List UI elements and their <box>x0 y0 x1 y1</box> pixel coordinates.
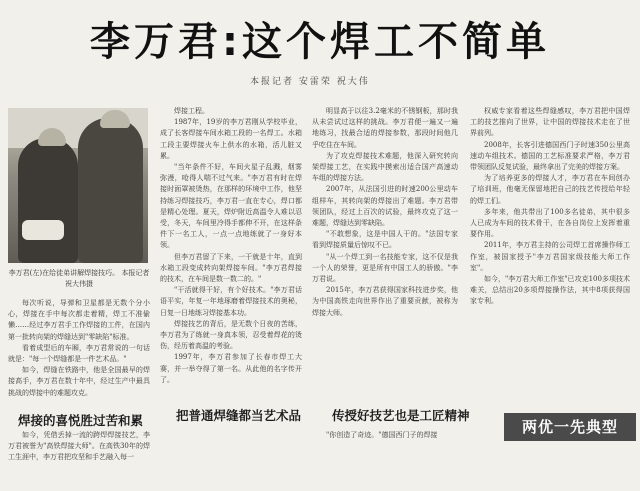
paragraph: 为了攻克焊接技术难题，他深入研究转向架焊接工艺，在实践中摸索出适合国产高速动车组的焊接方法。 <box>312 151 458 183</box>
paragraph: 1997年，李万君参加了长春市焊工大赛，并一举夺得了第一名。从此他的名字传开了。 <box>160 353 302 384</box>
paragraph: 焊接工程。 <box>174 107 209 115</box>
paragraph: 多年来，他共带出了100多名徒弟，其中很多人已成为车间的技术骨干，在各自岗位上发挥着重要作用。 <box>470 207 630 239</box>
news-photo <box>8 108 148 263</box>
paragraph: "不敢想象，这是中国人干的。"法国专家看到焊接质量后惊叹不已。 <box>312 230 458 250</box>
photo-worker-left <box>18 138 78 263</box>
paragraph: 2015年，李万君获得国家科技进步奖，他为中国高铁走向世界作出了重要贡献，被称为焊接大师。 <box>312 286 458 317</box>
photo-glove <box>22 220 64 240</box>
subhead-1: 焊接的喜悦胜过苦和累 <box>18 413 144 428</box>
paragraph: 如今，凭借丢掉一流的跨焊焊接技艺，李万君被誉为"高铁焊接大师"。在高铁30年的焊工生涯中，李万君把攻坚和手艺融入每一 <box>8 431 150 462</box>
paragraph: 为了培养更多的焊接人才，李万君在车间创办了培训班，他毫无保留地把自己的技艺传授给年轻的焊工们。 <box>470 174 630 205</box>
paragraph: 2011年，李万君主持的公司焊工首席操作师工作室，被国家授予"李万君国家级技能大师工作室"。 <box>470 241 630 272</box>
paragraph: 每次听说，导弹和卫星都是无数个分小心，焊接在手中每次都走着精，焊工不准偷懒……经过李万君手工作焊接的工件，在国内第一批转向架的焊缝达到"零缺陷"标准。 <box>8 299 150 341</box>
paragraph: 焊接技艺的背后，是无数个日夜的苦练，李万君为了练就一身真本领，忍受着焊花的烫伤，经历着高温的考验。 <box>160 319 302 351</box>
paragraph: 如今，焊缝在铁路中，他是全国最早的焊接高手，李万君在数十年中，经过生产中最具挑战的焊接中的难题攻克。 <box>8 366 150 397</box>
paragraph: 1987年，19岁的李万君刚从学校毕业，成了长客焊接车间水箱工段的一名焊工。水箱工段主要焊接火车上供水的水箱，活儿脏又累。 <box>160 118 302 160</box>
paragraph: "当年条件不好，车间火星子乱溅，烟雾弥漫，呛得人喘不过气来。"李万君有时在焊接时面罩被烫热，在那样的环境中工作，他坚持练习焊接技巧，李万君一直在专心，焊口都是精心处理。夏天，焊炉附近高温令人难以忍受，冬天，车间里冷得手都伸不开，在这样条件下一名工人，一点一点地练就了一身好本领。 <box>160 163 302 250</box>
paragraph: 看着成型后的车厢，李万君常说的一句话就是："每一个焊缝都是一件艺术品。" <box>8 343 150 364</box>
column-1 <box>8 298 150 406</box>
subhead-3: 传授好技艺也是工匠精神 <box>332 408 470 423</box>
paragraph: 如今，"李万君大师工作室"已攻克100多项技术难关，总结出20多项焊接操作法，其中8项获得国家专利。 <box>470 275 630 306</box>
byline: 本报记者 安雷荣 祝大伟 <box>250 77 370 87</box>
paragraph: 权威专家看着这些焊缝感叹，李万君把中国焊工的技艺推向了世界，让中国的焊接技术走在了世界前列。 <box>470 107 630 138</box>
paragraph: 2008年，长客引进德国西门子时速350公里高速动车组技术。德国的工艺标准要求严格，李万君带领团队反复试验，最终拿出了完美的焊接方案。 <box>470 140 630 172</box>
paragraph: "从一个焊工到一名技能专家，这不仅是我一个人的荣誉，更是所有中国工人的骄傲。"李万君说。 <box>312 252 458 284</box>
paragraph: 2007年，从法国引进的时速200公里动车组样车，其转向架的焊接出了难题。李万君带领团队，经过上百次的试验，最终攻克了这一难题，焊缝达到零缺陷。 <box>312 185 458 228</box>
photo-caption: 李万君(左)在给徒弟讲解焊接技巧。 本报记者 祝大伟摄 <box>8 269 150 288</box>
paragraph: 明显高于以往3.2毫米的不锈钢板，那时我从未尝试过这样的挑战。李万君便一遍又一遍地练习，找最合适的焊接参数，那段时间他几乎吃住在车间。 <box>312 107 458 149</box>
paragraph: "干活就得干好，有个好技术。"李万君话语平实，年复一年地琢磨着焊接技术的奥秘，日复一日地练习焊接基本功。 <box>160 286 302 317</box>
column-3b <box>312 430 458 490</box>
column-1b <box>8 430 150 490</box>
column-2 <box>160 106 302 400</box>
award-stamp: 两优一先典型 <box>504 413 636 441</box>
paragraph: 但李万君留了下来，一干就是十年，直到水箱工段变成转向架焊接车间。"李万君焊接的技术，在车间是数一数二的。" <box>160 252 302 284</box>
column-4 <box>470 106 630 406</box>
subhead-2: 把普通焊缝都当艺术品 <box>176 408 302 423</box>
photo-worker-right <box>78 118 143 263</box>
headline: 李万君:这个焊工不简单 <box>90 19 550 65</box>
column-3 <box>312 106 458 400</box>
paragraph: "你创造了奇迹。"德国西门子的焊接 <box>326 431 438 439</box>
